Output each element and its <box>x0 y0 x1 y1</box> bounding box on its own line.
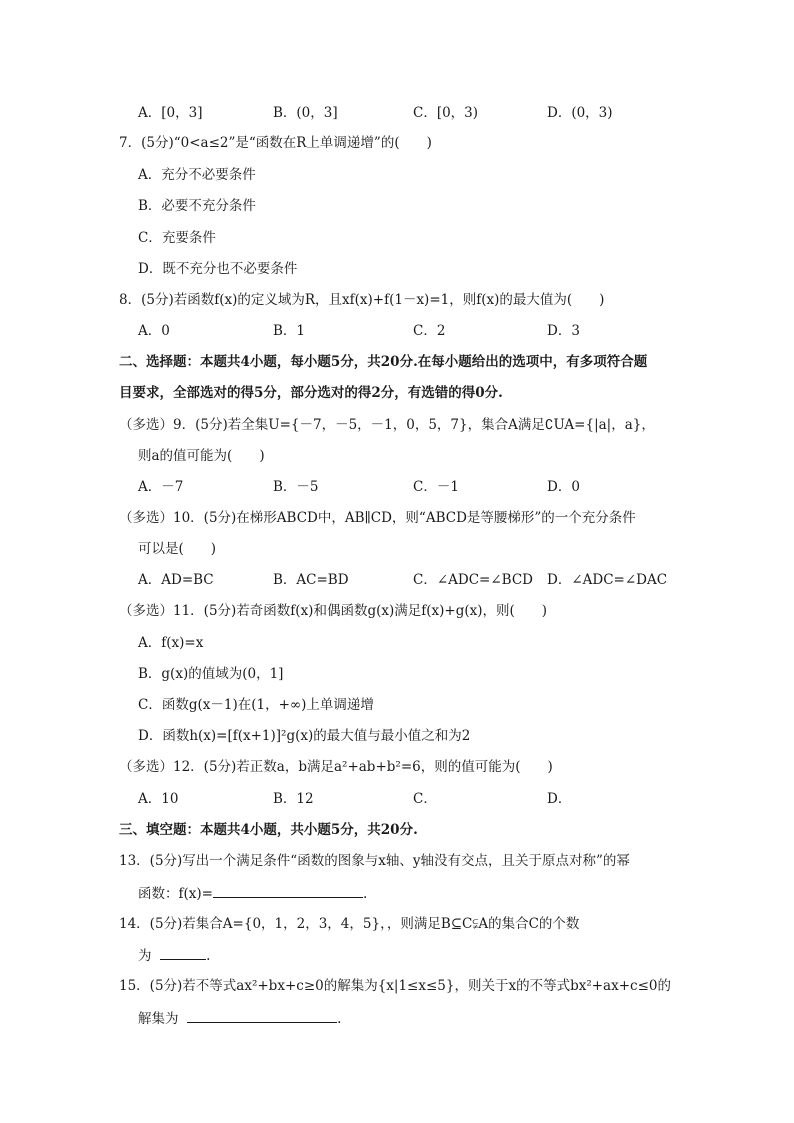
q12-stem: （多选）12．(5分)若正数a，b满足a²+ab+b²=6，则的值可能为( ) <box>119 759 553 775</box>
q6-option-a: A．[0，3] <box>138 105 203 121</box>
q11-option-b: B．g(x)的值域为(0，1] <box>138 666 284 682</box>
q15-stem-line2 <box>138 1009 341 1028</box>
q7-option-a: A．充分不必要条件 <box>138 167 256 183</box>
q10-option-c: C．∠ADC=∠BCD <box>413 572 533 588</box>
q13-prefix: 函数：f(x)= <box>138 886 213 902</box>
q7-stem: 7．(5分)“0<a≤2”是“函数在R上单调递增”的( ) <box>119 135 432 151</box>
q13-stem-line1: 13．(5分)写出一个满足条件“函数的图象与x轴、y轴没有交点，且关于原点对称”的幂 <box>119 853 630 869</box>
q14-stem-line2 <box>138 946 210 965</box>
q7-option-d: D．既不充分也不必要条件 <box>138 261 298 277</box>
q15-stem-line1: 15．(5分)若不等式ax²+bx+c≥0的解集为{x|1≤x≤5}，则关于x的不等式bx²+ax+c≤0的 <box>119 978 671 994</box>
q8-option-c: C．2 <box>413 323 446 339</box>
q14-prefix: 为 <box>138 948 152 964</box>
q12-option-c: C． <box>413 791 437 807</box>
q15-answer-blank[interactable] <box>187 1009 337 1023</box>
q10-option-a: A．AD=BC <box>138 572 214 588</box>
q13-answer-blank[interactable] <box>213 884 363 898</box>
q9-option-c: C．－1 <box>413 479 459 495</box>
q11-option-c: C．函数g(x－1)在(1，+∞)上单调递增 <box>138 697 374 713</box>
q12-option-a: A．10 <box>138 791 179 807</box>
q14-suffix: . <box>206 948 211 964</box>
q6-option-b: B．(0，3] <box>273 105 338 121</box>
q10-option-b: B．AC=BD <box>273 572 349 588</box>
q8-option-d: D．3 <box>547 323 580 339</box>
q9-option-d: D．0 <box>547 479 580 495</box>
q9-option-b: B．－5 <box>273 479 319 495</box>
q6-option-d: D．(0，3) <box>547 105 613 121</box>
q9-stem-line1: （多选）9．(5分)若全集U={－7，－5，－1，0，5，7}，集合A满足∁UA={|a|，a}， <box>119 417 655 433</box>
q11-stem: （多选）11．(5分)若奇函数f(x)和偶函数g(x)满足f(x)+g(x)，则( ) <box>119 603 548 619</box>
q15-suffix: . <box>337 1011 342 1027</box>
section2-heading-line2: 目要求，全部选对的得5分，部分选对的得2分，有选错的得0分. <box>119 385 503 401</box>
q7-option-c: C．充要条件 <box>138 230 216 246</box>
q11-option-a: A．f(x)=x <box>138 635 204 651</box>
section2-heading-line1: 二、选择题：本题共4小题，每小题5分，共20分.在每小题给出的选项中，有多项符合题 <box>119 354 648 370</box>
q8-option-a: A．0 <box>138 323 170 339</box>
q14-stem-line1: 14．(5分)若集合A={0，1，2，3，4，5}，，则满足B⊆C⫋A的集合C的个数 <box>119 916 580 932</box>
q8-option-b: B．1 <box>273 323 306 339</box>
q12-option-d: D． <box>547 791 572 807</box>
q14-answer-blank[interactable] <box>160 946 206 960</box>
q7-option-b: B．必要不充分条件 <box>138 198 256 214</box>
q12-option-b: B．12 <box>273 791 314 807</box>
q10-stem-line2: 可以是( ) <box>138 541 217 557</box>
q8-stem: 8．(5分)若函数f(x)的定义域为R，且xf(x)+f(1－x)=1，则f(x)的最大值为( ) <box>119 292 605 308</box>
q10-stem-line1: （多选）10．(5分)在梯形ABCD中，AB∥CD，则“ABCD是等腰梯形”的一个充分条件 <box>119 510 636 526</box>
q13-stem-line2 <box>138 884 367 903</box>
q10-option-d: D．∠ADC=∠DAC <box>547 572 668 588</box>
q15-prefix: 解集为 <box>138 1011 179 1027</box>
q9-stem-line2: 则a的值可能为( ) <box>138 448 265 464</box>
q13-suffix: . <box>362 886 368 902</box>
section3-heading: 三、填空题：本题共4小题，共小题5分，共20分. <box>119 822 418 838</box>
q6-option-c: C．[0，3) <box>413 105 479 121</box>
q9-option-a: A．－7 <box>138 479 184 495</box>
q11-option-d: D．函数h(x)=[f(x+1)]²g(x)的最大值与最小值之和为2 <box>138 728 471 744</box>
